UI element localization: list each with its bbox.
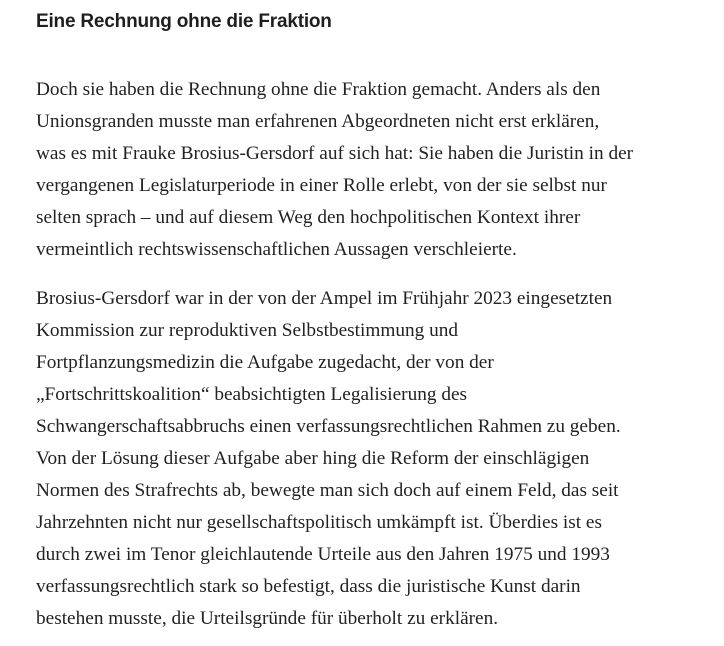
article-heading: Eine Rechnung ohne die Fraktion bbox=[36, 11, 332, 32]
paragraph-2-line: Schwangerschaftsabbruchs einen verfassungsrechtlichen Rahmen zu geben. bbox=[36, 416, 621, 437]
paragraph-2-line: bestehen musste, die Urteilsgründe für überholt zu erklären. bbox=[36, 608, 499, 629]
paragraph-1-line: was es mit Frauke Brosius-Gersdorf auf sich hat: Sie haben die Juristin in der bbox=[36, 143, 634, 164]
paragraph-1-line: vermeintlich rechtswissenschaftlichen Aussagen verschleierte. bbox=[36, 239, 517, 260]
paragraph-2-line: verfassungsrechtlich stark so befestigt, dass die juristische Kunst darin bbox=[36, 576, 581, 597]
paragraph-2-line: Kommission zur reproduktiven Selbstbestimmung und bbox=[36, 320, 459, 341]
paragraph-2-line: „Fortschrittskoalition“ beabsichtigten Legalisierung des bbox=[36, 384, 468, 405]
paragraph-2-line: Normen des Strafrechts ab, bewegte man sich doch auf einem Feld, das seit bbox=[36, 480, 619, 501]
paragraph-2-line: durch zwei im Tenor gleichlautende Urteile aus den Jahren 1975 und 1993 bbox=[36, 544, 610, 565]
paragraph-1-line: vergangenen Legislaturperiode in einer Rolle erlebt, von der sie selbst nur bbox=[36, 175, 607, 196]
paragraph-2-line: Brosius-Gersdorf war in der von der Ampel im Frühjahr 2023 eingesetzten bbox=[36, 288, 613, 309]
paragraph-1 bbox=[36, 74, 633, 266]
paragraph-1-line: selten sprach – und auf diesem Weg den hochpolitischen Kontext ihrer bbox=[36, 207, 581, 228]
paragraph-1-line: Doch sie haben die Rechnung ohne die Fraktion gemacht. Anders als den bbox=[36, 79, 601, 100]
paragraph-2-line: Jahrzehnten nicht nur gesellschaftspolitisch umkämpft ist. Überdies ist es bbox=[36, 512, 602, 533]
paragraph-2-line: Von der Lösung dieser Aufgabe aber hing die Reform der einschlägigen bbox=[36, 448, 590, 469]
paragraph-2-line: Fortpflanzungsmedizin die Aufgabe zugedacht, der von der bbox=[36, 352, 494, 373]
paragraph-1-line: Unionsgranden musste man erfahrenen Abgeordneten nicht erst erklären, bbox=[36, 111, 600, 132]
paragraph-2 bbox=[36, 283, 621, 635]
